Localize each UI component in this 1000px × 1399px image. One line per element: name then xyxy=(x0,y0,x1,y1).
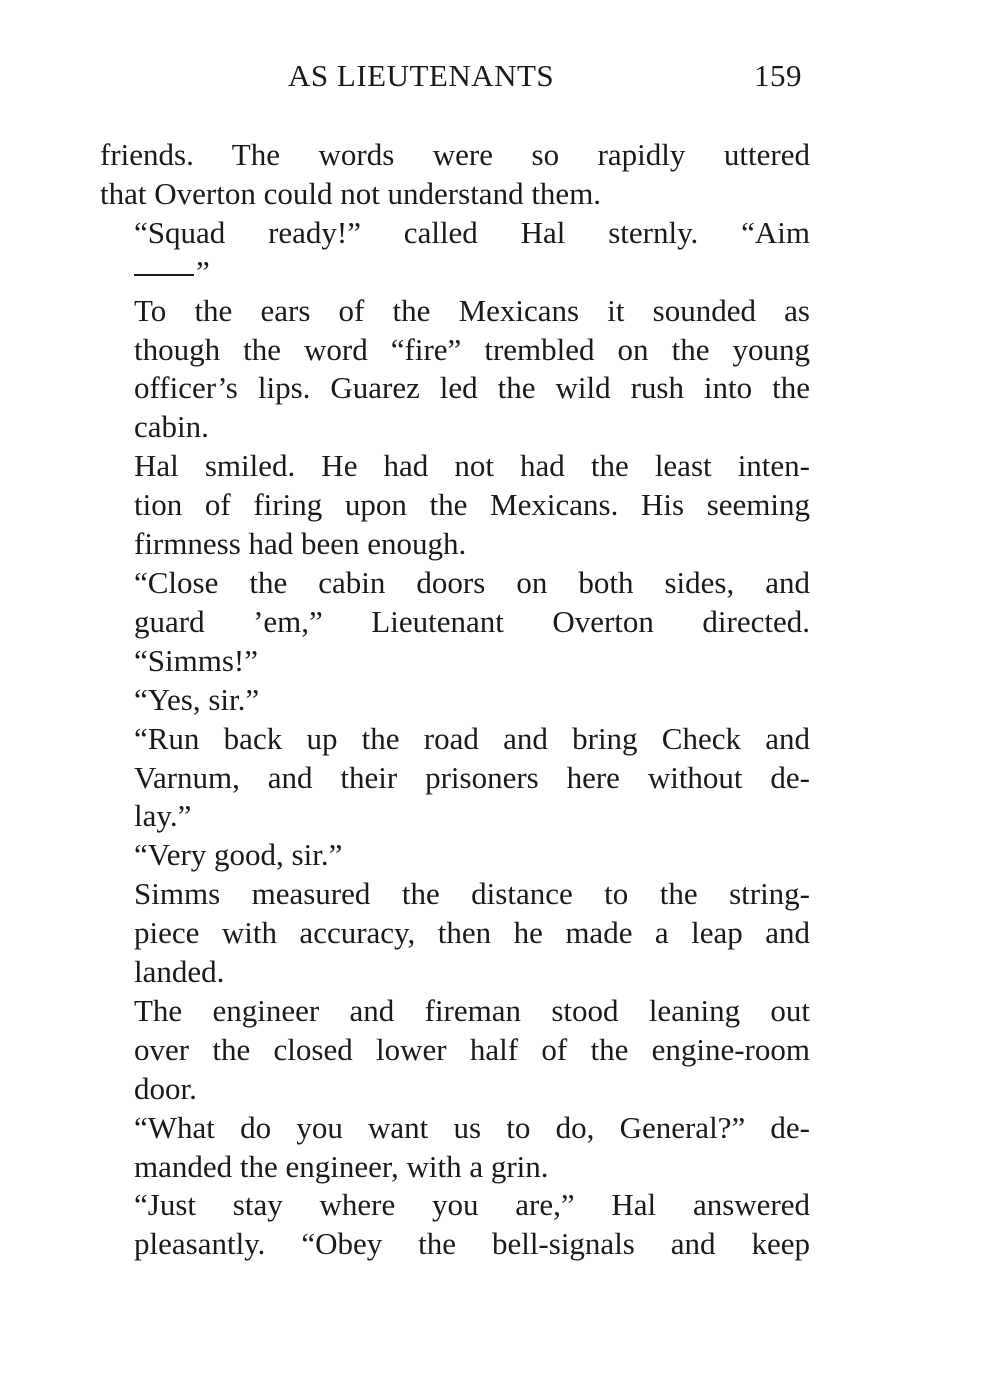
page-number: 159 xyxy=(754,58,802,93)
text-line: that Overton could not understand them. xyxy=(100,175,602,211)
paragraph-5 xyxy=(100,564,810,681)
text-line: “Very good, sir.” xyxy=(134,837,343,873)
text-line: “What do you want us to do, General?” de- xyxy=(134,1109,810,1145)
text-line: “Run back up the road and bring Check and xyxy=(134,720,810,756)
text-line: pleasantly. “Obey the bell-signals and keep xyxy=(134,1226,810,1262)
paragraph-11 xyxy=(100,1109,810,1187)
text-line: cabin. xyxy=(134,409,209,445)
text-line: though the word “fire” trembled on the young xyxy=(134,331,810,367)
paragraph-1 xyxy=(100,136,810,214)
paragraph-7 xyxy=(100,720,810,837)
text-line: guard ’em,” Lieutenant Overton directed. xyxy=(134,603,810,639)
body-text xyxy=(100,136,810,1264)
text-line: manded the engineer, with a grin. xyxy=(134,1148,549,1184)
paragraph-9 xyxy=(100,875,810,992)
text-line: tion of firing upon the Mexicans. His seeming xyxy=(134,487,810,523)
text-line: piece with accuracy, then he made a leap and xyxy=(134,915,810,951)
text-line: friends. The words were so rapidly uttered xyxy=(100,137,810,172)
paragraph-6 xyxy=(100,681,810,720)
text-line: “Simms!” xyxy=(134,642,258,678)
text-line: over the closed lower half of the engine-room xyxy=(134,1031,810,1067)
text-line: “Just stay where you are,” Hal answered xyxy=(134,1187,810,1223)
paragraph-4 xyxy=(100,447,810,564)
text-line: firmness had been enough. xyxy=(134,526,467,562)
text-line: Varnum, and their prisoners here without de- xyxy=(134,759,810,795)
text-line: officer’s lips. Guarez led the wild rush into the xyxy=(134,370,810,406)
text-line: “Close the cabin doors on both sides, and xyxy=(134,564,810,600)
running-head xyxy=(100,58,810,100)
text-line: The engineer and fireman stood leaning out xyxy=(134,992,810,1028)
closing-quote: ” xyxy=(196,253,210,289)
text-line: lay.” xyxy=(134,798,192,834)
em-dash-rule xyxy=(134,274,194,276)
text-line: door. xyxy=(134,1070,197,1106)
text-line xyxy=(100,253,810,292)
paragraph-2 xyxy=(100,214,810,292)
paragraph-3 xyxy=(100,292,810,448)
text-line: Hal smiled. He had not had the least inten- xyxy=(134,448,810,484)
text-line: To the ears of the Mexicans it sounded as xyxy=(134,292,810,328)
text-line: “Yes, sir.” xyxy=(134,681,260,717)
running-title: AS LIEUTENANTS xyxy=(288,58,555,93)
text-line: landed. xyxy=(134,954,225,990)
text-line: Simms measured the distance to the string- xyxy=(134,876,810,912)
paragraph-8 xyxy=(100,836,810,875)
text-line: “Squad ready!” called Hal sternly. “Aim xyxy=(134,214,810,250)
paragraph-12 xyxy=(100,1186,810,1264)
paragraph-10 xyxy=(100,992,810,1109)
